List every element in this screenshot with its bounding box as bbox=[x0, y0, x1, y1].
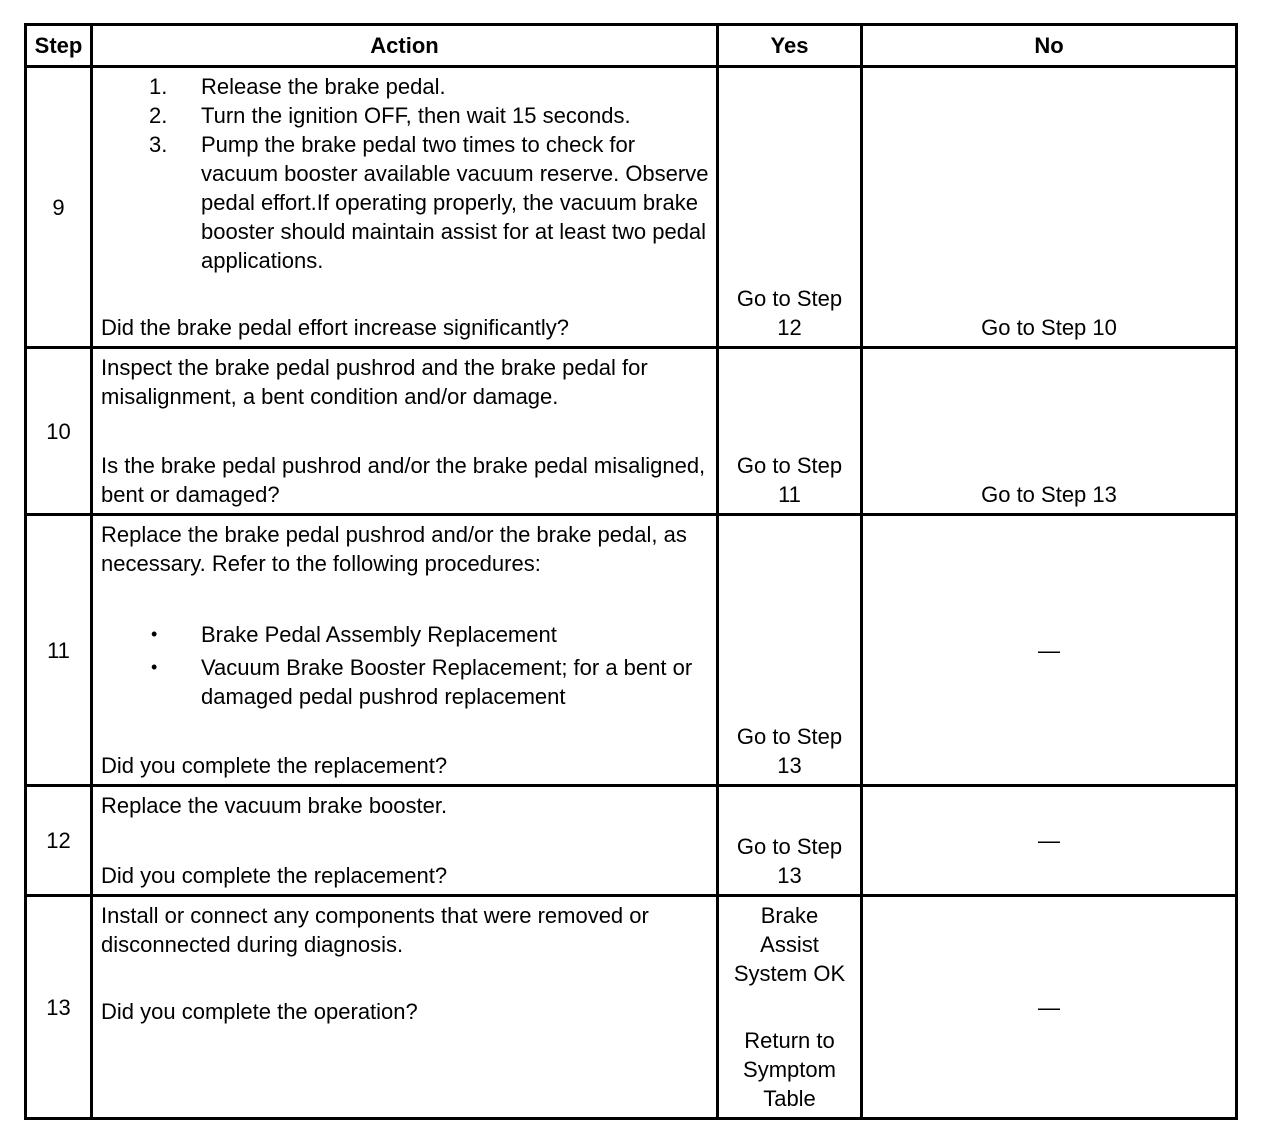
instruction-text: Inspect the brake pedal pushrod and the brake pedal for misalignment, a bent condition and/or damage. bbox=[101, 355, 648, 409]
no-cell: — bbox=[863, 787, 1238, 897]
question-text: Did you complete the operation? bbox=[101, 999, 418, 1024]
yes-result-ok: Brake Assist System OK bbox=[733, 903, 846, 986]
action-cell bbox=[93, 349, 719, 516]
yes-result-return: Return to Symptom Table bbox=[743, 1028, 836, 1111]
action-cell bbox=[93, 516, 719, 787]
header-no: No bbox=[863, 26, 1238, 68]
instruction-text: Install or connect any components that were removed or disconnected during diagnosis. bbox=[101, 903, 649, 957]
yes-cell: Go to Step 13 bbox=[719, 516, 863, 787]
no-cell: Go to Step 10 bbox=[863, 68, 1238, 349]
bullet-item: • Vacuum Brake Booster Replacement; for a bent or damaged pedal pushrod replacement bbox=[151, 655, 693, 709]
no-cell: — bbox=[863, 897, 1238, 1120]
yes-cell: Go to Step 12 bbox=[719, 68, 863, 349]
diagnostic-table bbox=[24, 23, 1238, 1120]
question-text: Did you complete the replacement? bbox=[101, 863, 448, 888]
question-text: Did the brake pedal effort increase significantly? bbox=[101, 315, 569, 340]
step-number: 9 bbox=[27, 68, 93, 349]
step-number: 12 bbox=[27, 787, 93, 897]
numbered-item: 1. Release the brake pedal. bbox=[149, 74, 446, 99]
header-action: Action bbox=[93, 26, 719, 68]
yes-cell: Go to Step 11 bbox=[719, 349, 863, 516]
step-number: 10 bbox=[27, 349, 93, 516]
numbered-item: 3. Pump the brake pedal two times to check for vacuum booster available vacuum reserve. Observe pedal effort.If operating properly, the vacuum brake booster should maintain assist for at least two pedal applications. bbox=[149, 132, 709, 273]
bullet-item: • Brake Pedal Assembly Replacement bbox=[151, 622, 557, 647]
action-cell bbox=[93, 897, 719, 1120]
question-text: Did you complete the replacement? bbox=[101, 753, 448, 778]
yes-cell bbox=[719, 897, 863, 1120]
question-text: Is the brake pedal pushrod and/or the brake pedal misaligned, bent or damaged? bbox=[101, 453, 706, 507]
header-yes: Yes bbox=[719, 26, 863, 68]
instruction-text: Replace the brake pedal pushrod and/or the brake pedal, as necessary. Refer to the following procedures: bbox=[101, 522, 687, 576]
numbered-item: 2. Turn the ignition OFF, then wait 15 seconds. bbox=[149, 103, 631, 128]
no-cell: Go to Step 13 bbox=[863, 349, 1238, 516]
instruction-text: Replace the vacuum brake booster. bbox=[101, 793, 448, 818]
action-cell bbox=[93, 787, 719, 897]
no-cell: — bbox=[863, 516, 1238, 787]
header-step: Step bbox=[27, 26, 93, 68]
step-number: 11 bbox=[27, 516, 93, 787]
yes-cell: Go to Step 13 bbox=[719, 787, 863, 897]
action-cell bbox=[93, 68, 719, 349]
step-number: 13 bbox=[27, 897, 93, 1120]
